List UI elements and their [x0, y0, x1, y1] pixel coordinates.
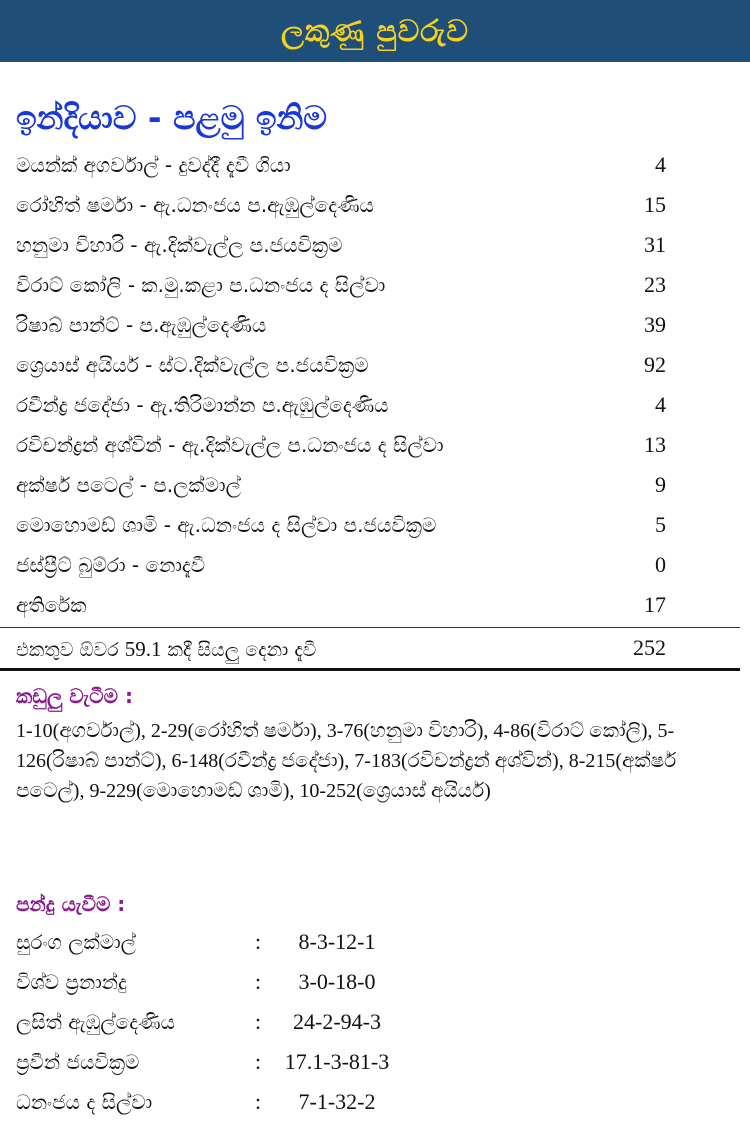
bowler-row	[0, 1044, 750, 1084]
total-row	[0, 627, 740, 671]
batsman-runs: 39	[644, 312, 666, 337]
separator: :	[255, 1009, 262, 1034]
separator: :	[255, 929, 262, 954]
batsman-dismissal: අක්ෂර් පටෙල් - ප.ලක්මාල්	[16, 473, 241, 497]
bowler-name: ලසිත් ඇඹුල්දෙණිය	[16, 1010, 176, 1034]
scoreboard-title: ලකුණු පුවරුව	[281, 13, 469, 49]
batsman-runs: 0	[655, 552, 666, 577]
separator: :	[255, 969, 262, 994]
batsman-runs: 23	[644, 272, 666, 297]
batting-row	[0, 346, 750, 386]
batting-row	[0, 546, 750, 586]
batsman-runs: 31	[644, 232, 666, 257]
fall-of-wickets-title: කඩුලු වැටීම :	[16, 684, 133, 708]
bowling-list	[0, 924, 750, 1124]
batting-row	[0, 506, 750, 546]
bowler-figures: 7-1-32-2	[298, 1089, 376, 1114]
batting-row	[0, 146, 750, 186]
bowler-name: සුරංග ලක්මාල්	[16, 930, 136, 954]
total-runs: 252	[633, 635, 666, 660]
batting-list	[0, 146, 750, 626]
bowling-title: පන්දු යැවීම :	[16, 892, 126, 916]
batsman-dismissal: විරාට් කෝලි - ක.මු.කළා ප.ධනංජය ද සිල්වා	[16, 273, 386, 297]
separator: :	[255, 1089, 262, 1114]
scoreboard-header	[0, 0, 750, 62]
bowler-row	[0, 1084, 750, 1124]
bowler-name: විශ්ව ප්‍රනාන්දු	[16, 970, 127, 994]
bowler-figures: 3-0-18-0	[298, 969, 376, 994]
batsman-dismissal: රිෂාබ් පාන්ට් - ප.ඇඹුල්දෙණිය	[16, 313, 267, 337]
batsman-dismissal: හනුමා විහාරි - ඇ.දික්වැල්ල ප.ජයවික්‍රම	[16, 233, 343, 257]
total-label	[16, 637, 316, 662]
bowler-name: ප්‍රවීන් ජයවික්‍රම	[16, 1050, 140, 1074]
batting-row	[0, 426, 750, 466]
batting-row	[0, 466, 750, 506]
bowler-figures: 8-3-12-1	[298, 929, 376, 954]
total-prefix: එකතුව ඕවර	[16, 639, 125, 661]
batting-row	[0, 226, 750, 266]
batsman-dismissal: මොහොමඩ් ශාමි - ඇ.ධනංජය ද සිල්වා ප.ජයවික්‍රම	[16, 513, 437, 537]
batsman-runs: 92	[644, 352, 666, 377]
batsman-runs: 15	[644, 192, 666, 217]
extras-runs: 17	[644, 592, 666, 617]
batsman-runs: 4	[655, 392, 666, 417]
batsman-dismissal: රවීන්ද්‍ර ජදේජා - ඇ.තිරිමාන්න ප.ඇඹුල්දෙණිය	[16, 393, 389, 417]
batsman-runs: 5	[655, 512, 666, 537]
bowler-name: ධනංජය ද සිල්වා	[16, 1090, 153, 1114]
bowler-row	[0, 1004, 750, 1044]
batting-row	[0, 386, 750, 426]
extras-label: අතිරේක	[16, 593, 87, 617]
extras-row	[0, 586, 750, 626]
total-overs: 59.1	[124, 637, 162, 661]
bowler-figures: 24-2-94-3	[293, 1009, 381, 1034]
batting-row	[0, 266, 750, 306]
bowler-row	[0, 964, 750, 1004]
batsman-runs: 4	[655, 152, 666, 177]
innings-title: ඉන්දියාව - පළමු ඉනිම	[16, 98, 328, 137]
batting-row	[0, 306, 750, 346]
batsman-runs: 13	[644, 432, 666, 457]
bowler-row	[0, 924, 750, 964]
batsman-dismissal: මයන්ක් අගර්වාල් - දුවද්දී දැවී ගියා	[16, 153, 291, 177]
batting-row	[0, 186, 750, 226]
batsman-dismissal: ජස්ප්‍රීට් බුම්රා - නොදැවී	[16, 553, 206, 577]
batsman-dismissal: රෝහිත් ෂර්මා - ඇ.ධනංජය ප.ඇඹුල්දෙණිය	[16, 193, 374, 217]
separator: :	[255, 1049, 262, 1074]
fall-of-wickets-text: 1-10(අගර්වාල්), 2-29(රෝහිත් ෂර්මා), 3-76(හනුමා විහාරි), 4-86(විරාට් කෝලි), 5-126(රිෂාබ් පාන්ට්), 6-148(රවීන්ද්‍ර ජදේජා), 7-183(රවිචන්ද්‍රන් අශ්වින්), 8-215(අක්ෂර් පටෙල්), 9-229(මොහොමඩ් ශාමි), 10-252(ශ්‍රෙයාස් අයියර්)	[16, 720, 677, 802]
total-suffix: කදී සියලු දෙනා දැවී	[161, 639, 317, 661]
batsman-dismissal: ශ්‍රෙයාස් අයියර් - ස්ට.දික්වැල්ල ප.ජයවික්‍රම	[16, 353, 369, 377]
batsman-runs: 9	[655, 472, 666, 497]
bowler-figures: 17.1-3-81-3	[284, 1049, 390, 1074]
batsman-dismissal: රවිචන්ද්‍රන් අශ්වින් - ඇ.දික්වැල්ල ප.ධනංජය ද සිල්වා	[16, 433, 444, 457]
